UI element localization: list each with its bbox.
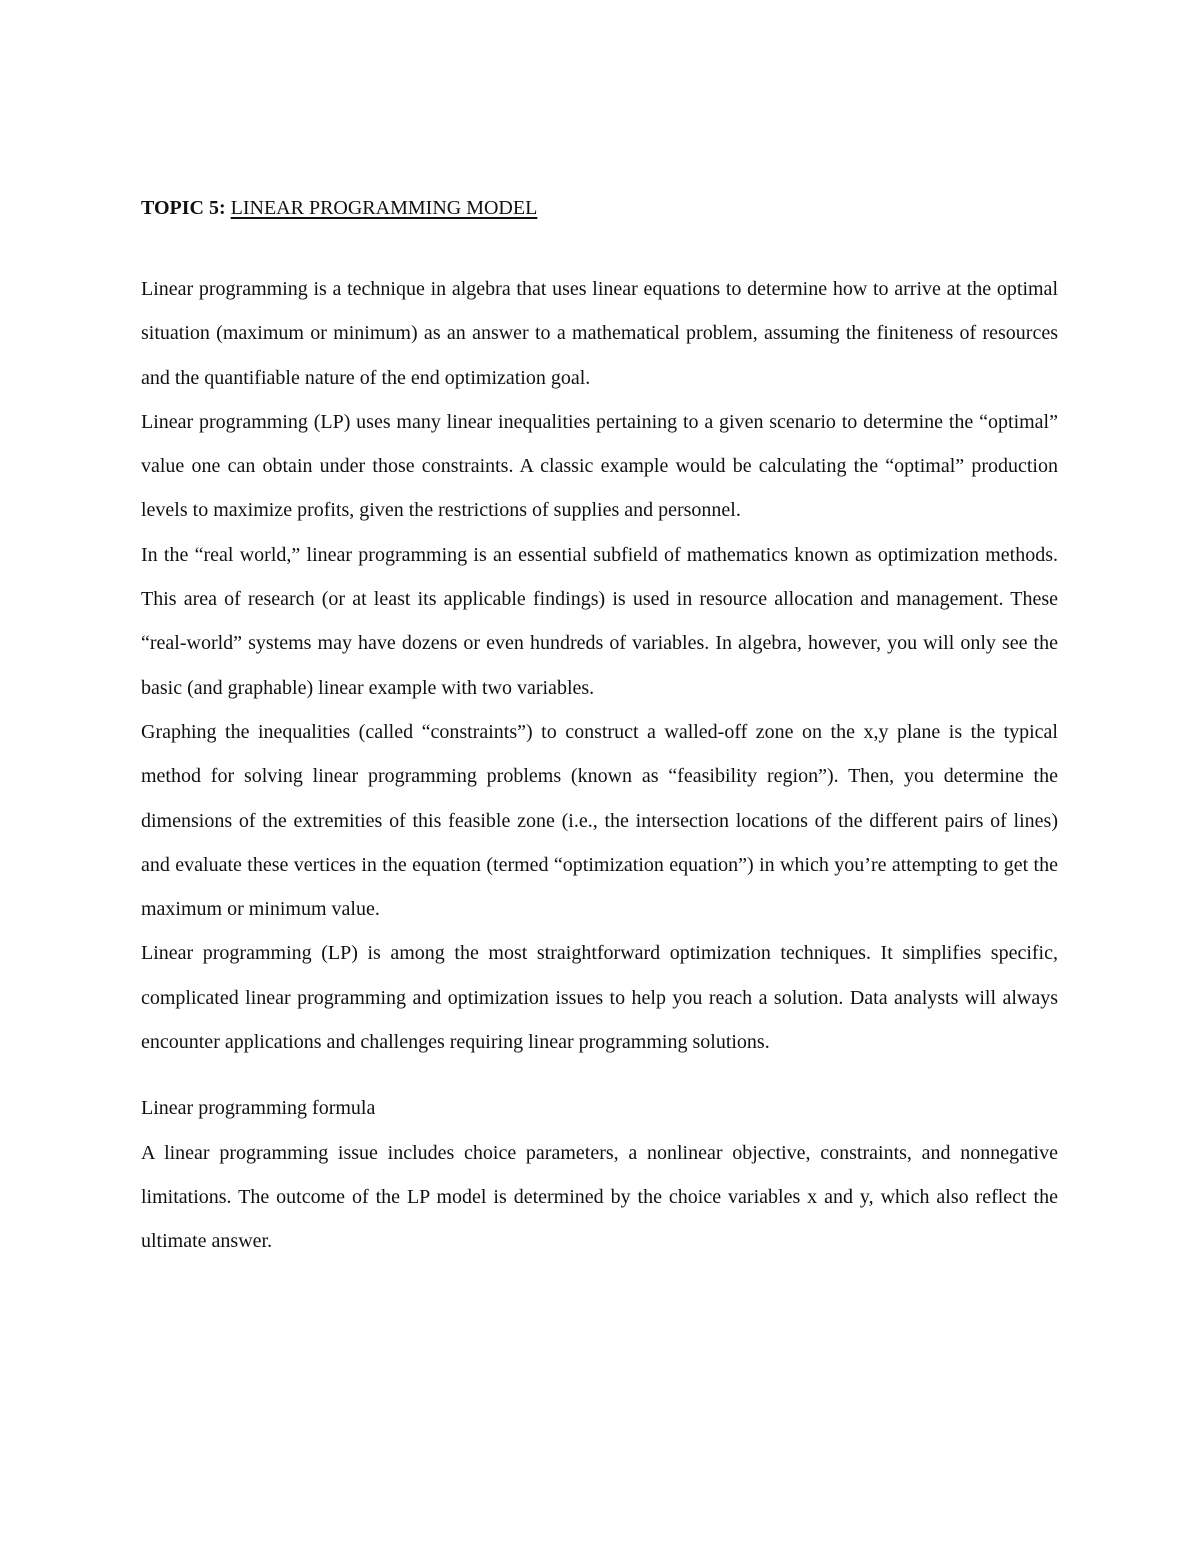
- topic-label: TOPIC 5:: [141, 197, 226, 219]
- document-content: [141, 190, 1058, 1264]
- paragraph-formula: A linear programming issue includes choice parameters, a nonlinear objective, constraints, and nonnegative limitations. The outcome of the LP model is determined by the choice variables x and y, which also reflect the ultimate answer.: [141, 1141, 1058, 1253]
- paragraph-graphing: Graphing the inequalities (called “constraints”) to construct a walled-off zone on the x,y plane is the typical method for solving linear programming problems (known as “feasibility region”). Then, you determine the dimensions of the extremities of this feasible zone (i.e., the intersection locations of the different pairs of lines) and evaluate these vertices in the equation (termed “optimization equation”) in which you’re attempting to get the maximum or minimum value.: [141, 720, 1058, 921]
- paragraph-lp-techniques: Linear programming (LP) is among the most straightforward optimization techniques. It simplifies specific, complicated linear programming and optimization issues to help you reach a solution. Data analysts will always encounter applications and challenges requiring linear programming solutions.: [141, 942, 1058, 1054]
- formula-heading: Linear programming formula: [141, 1097, 376, 1120]
- paragraph-definition: Linear programming is a technique in algebra that uses linear equations to determine how to arrive at the optimal situation (maximum or minimum) as an answer to a mathematical problem, assuming the finiteness of resources and the quantifiable nature of the end optimization goal.: [141, 278, 1058, 389]
- paragraph-lp-inequalities: Linear programming (LP) uses many linear inequalities pertaining to a given scenario to determine the “optimal” value one can obtain under those constraints. A classic example would be calculating the “optimal” production levels to maximize profits, given the restrictions of supplies and personnel.: [141, 410, 1058, 522]
- topic-title: LINEAR PROGRAMMING MODEL: [230, 197, 538, 219]
- paragraph-real-world: In the “real world,” linear programming is an essential subfield of mathematics known as optimization methods. This area of research (or at least its applicable findings) is used in resource allocation and management. These “real-world” systems may have dozens or even hundreds of variables. In algebra, however, you will only see the basic (and graphable) linear example with two variables.: [141, 543, 1058, 699]
- topic-heading: [141, 190, 1058, 226]
